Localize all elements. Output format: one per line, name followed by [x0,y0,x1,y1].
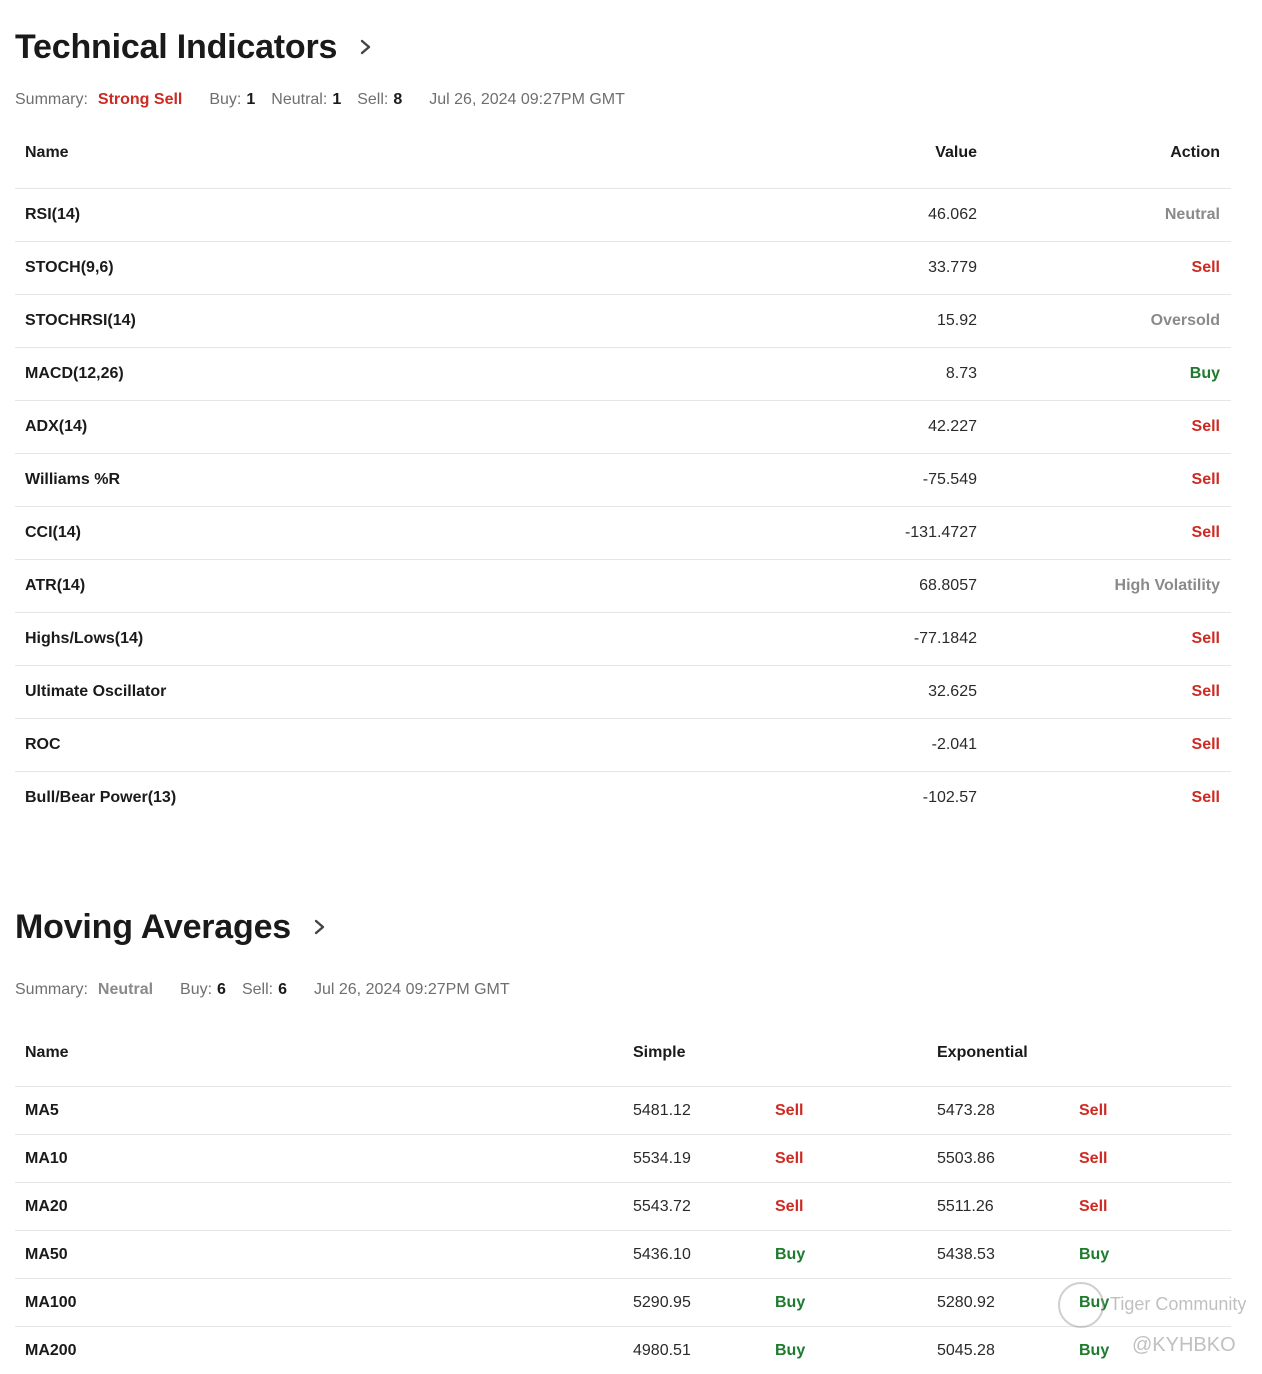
table-header [15,1024,1231,1087]
indicator-name: RSI(14) [25,206,81,223]
column-header-exponential: Exponential [937,1044,1028,1061]
indicator-name: STOCH(9,6) [25,259,114,276]
buy-label: Buy: [180,981,213,998]
simple-value: 4980.51 [633,1342,691,1359]
exponential-value: 5503.86 [937,1150,995,1167]
table-row[interactable] [15,772,1231,824]
exponential-value: 5438.53 [937,1246,995,1263]
chevron-right-icon[interactable] [357,36,373,58]
exponential-action: Buy [1079,1246,1110,1263]
indicator-action: Sell [1191,524,1220,541]
simple-value: 5543.72 [633,1198,691,1215]
technical-summary [15,88,625,112]
exponential-value: 5473.28 [937,1102,995,1119]
column-header-name: Name [25,144,69,161]
buy-count: 1 [246,91,256,108]
exponential-action: Sell [1079,1198,1108,1215]
moving-averages-title[interactable] [15,907,327,947]
column-header-simple: Simple [633,1044,686,1061]
indicator-value: -75.549 [922,471,977,488]
indicator-value: 8.73 [945,365,977,382]
indicator-value: -102.57 [922,789,977,806]
sell-count: 6 [278,981,287,998]
indicator-action: Sell [1191,736,1220,753]
summary-label: Summary: [15,91,88,108]
tiger-logo-icon [1058,1282,1104,1328]
table-body [15,1087,1231,1374]
indicator-action: Sell [1191,683,1220,700]
indicator-name: MACD(12,26) [25,365,124,382]
table-row[interactable] [15,242,1231,295]
indicator-value: -131.4727 [904,524,977,541]
table-row[interactable] [15,507,1231,560]
summary-value: Strong Sell [97,91,183,108]
ma-name: MA50 [25,1246,68,1263]
sell-label: Sell: [357,91,389,108]
simple-value: 5290.95 [633,1294,691,1311]
exponential-action: Buy [1079,1294,1110,1311]
table-row[interactable] [15,1327,1231,1374]
table-row[interactable] [15,348,1231,401]
ma-name: MA5 [25,1102,59,1119]
table-row[interactable] [15,666,1231,719]
indicator-value: 33.779 [928,259,977,276]
ma-name: MA20 [25,1198,68,1215]
technical-indicators-table [15,126,1231,824]
simple-value: 5534.19 [633,1150,691,1167]
table-row[interactable] [15,719,1231,772]
watermark-brand: Tiger Community [1110,1294,1247,1314]
table-row[interactable] [15,1183,1231,1231]
simple-action: Sell [775,1102,804,1119]
simple-action: Buy [775,1342,806,1359]
indicator-action: Sell [1191,789,1220,806]
simple-action: Buy [775,1246,806,1263]
table-row[interactable] [15,295,1231,348]
exponential-value: 5280.92 [937,1294,995,1311]
indicator-value: -2.041 [931,736,977,753]
exponential-value: 5511.26 [937,1198,994,1215]
indicator-action: Buy [1189,365,1220,382]
ma-name: MA100 [25,1294,77,1311]
simple-action: Buy [775,1294,806,1311]
indicator-name: STOCHRSI(14) [25,312,136,329]
indicator-name: Williams %R [25,471,120,488]
indicator-name: CCI(14) [25,524,82,541]
moving-averages-table [15,1024,1231,1374]
column-header-name: Name [25,1044,69,1061]
indicator-value: 42.227 [928,418,977,435]
technical-indicators-title[interactable] [15,27,373,67]
indicator-value: -77.1842 [913,630,977,647]
table-row[interactable] [15,613,1231,666]
table-body [15,189,1231,824]
table-row[interactable] [15,560,1231,613]
indicator-name: Highs/Lows(14) [25,630,144,647]
indicator-action: Neutral [1164,206,1220,223]
timestamp: Jul 26, 2024 09:27PM GMT [429,91,625,108]
buy-count: 6 [217,981,226,998]
table-row[interactable] [15,1135,1231,1183]
table-row[interactable] [15,1279,1231,1327]
moving-averages-title-text[interactable]: Moving Averages [15,908,292,946]
table-row[interactable] [15,189,1231,242]
indicator-name: ADX(14) [25,418,88,435]
simple-action: Sell [775,1198,804,1215]
neutral-count: 1 [332,91,342,108]
ma-name: MA200 [25,1342,77,1359]
table-row[interactable] [15,401,1231,454]
exponential-action: Buy [1079,1342,1110,1359]
table-header [15,126,1231,189]
simple-value: 5436.10 [633,1246,691,1263]
sell-label: Sell: [241,981,274,998]
indicator-action: Sell [1191,630,1220,647]
indicator-name: ROC [25,736,61,753]
sell-count: 8 [393,91,403,108]
indicator-action: Sell [1191,259,1220,276]
table-row[interactable] [15,454,1231,507]
technical-indicators-title-text[interactable]: Technical Indicators [15,28,338,66]
neutral-label: Neutral: [271,91,328,108]
exponential-action: Sell [1079,1102,1108,1119]
table-row[interactable] [15,1231,1231,1279]
indicator-action: Sell [1191,471,1220,488]
watermark-user: @KYHBKO [1132,1334,1236,1356]
indicator-value: 15.92 [936,312,977,329]
indicator-name: Ultimate Oscillator [25,683,167,700]
simple-action: Sell [775,1150,804,1167]
timestamp: Jul 26, 2024 09:27PM GMT [313,981,510,998]
summary-value: Neutral [97,981,154,998]
simple-value: 5481.12 [633,1102,691,1119]
column-header-action: Action [1170,144,1220,161]
column-header-value: Value [935,144,977,161]
ma-name: MA10 [25,1150,68,1167]
moving-summary [15,978,510,1002]
indicator-value: 32.625 [928,683,977,700]
summary-label: Summary: [15,981,88,998]
exponential-value: 5045.28 [937,1342,995,1359]
buy-label: Buy: [209,91,242,108]
indicator-name: ATR(14) [25,577,86,594]
chevron-right-icon[interactable] [311,916,327,938]
indicator-name: Bull/Bear Power(13) [25,789,177,806]
indicator-action: High Volatility [1114,577,1220,594]
indicator-action: Oversold [1150,312,1220,329]
indicator-action: Sell [1191,418,1220,435]
indicator-value: 68.8057 [919,577,977,594]
exponential-action: Sell [1079,1150,1108,1167]
table-row[interactable] [15,1087,1231,1135]
indicator-value: 46.062 [928,206,977,223]
